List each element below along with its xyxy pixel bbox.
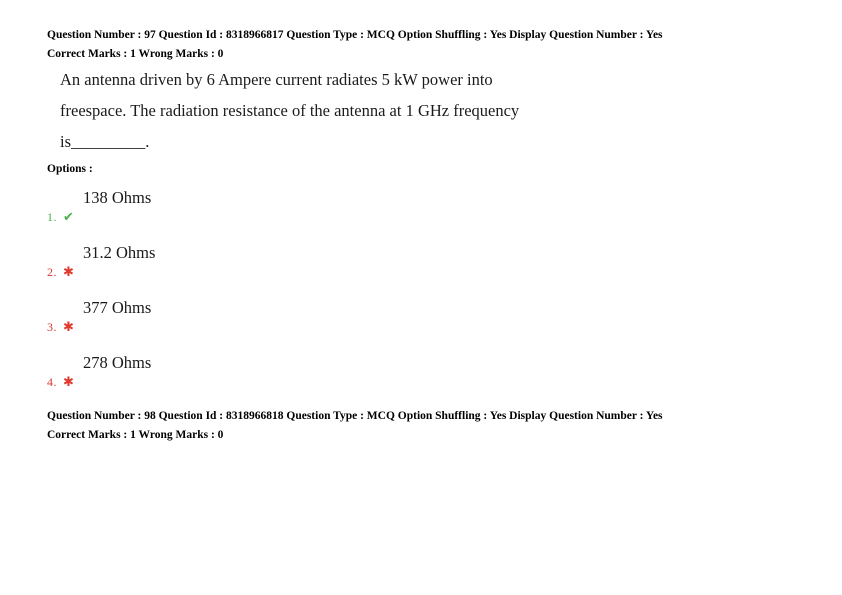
question-97-header-line-1: Question Number : 97 Question Id : 8318966817 Question Type : MCQ Option Shuffling : Yes Display Question Number : Yes <box>47 29 663 41</box>
cross-icon: ✱ <box>63 265 74 280</box>
question-97-header <box>47 26 802 64</box>
option-2 <box>47 242 802 281</box>
option-4-number: 4. <box>47 375 57 389</box>
question-97-header-line-2: Correct Marks : 1 Wrong Marks : 0 <box>47 48 224 60</box>
cross-icon: ✱ <box>63 375 74 390</box>
option-3-marker <box>47 319 802 336</box>
option-2-text: 31.2 Ohms <box>83 243 156 262</box>
option-2-marker <box>47 264 802 281</box>
option-1-marker <box>47 209 802 226</box>
option-1 <box>47 187 802 226</box>
option-1-text: 138 Ohms <box>83 188 152 207</box>
option-3-number: 3. <box>47 320 57 334</box>
check-icon: ✔ <box>63 210 74 225</box>
options-label: Options : <box>47 163 93 175</box>
question-line: freespace. The radiation resistance of the antenna at 1 GHz frequency <box>60 101 520 120</box>
question-98-header-line-2: Correct Marks : 1 Wrong Marks : 0 <box>47 429 224 441</box>
question-97-text <box>60 64 802 157</box>
option-4 <box>47 352 802 391</box>
option-2-number: 2. <box>47 265 57 279</box>
question-98-header-line-1: Question Number : 98 Question Id : 8318966818 Question Type : MCQ Option Shuffling : Yes Display Question Number : Yes <box>47 410 663 422</box>
option-1-number: 1. <box>47 210 57 224</box>
question-line: An antenna driven by 6 Ampere current radiates 5 kW power into <box>60 70 493 89</box>
question-line: is_________. <box>60 132 150 151</box>
option-4-text: 278 Ohms <box>83 353 152 372</box>
question-98-header <box>47 407 802 445</box>
option-4-marker <box>47 374 802 391</box>
cross-icon: ✱ <box>63 320 74 335</box>
option-3-text: 377 Ohms <box>83 298 152 317</box>
option-3 <box>47 297 802 336</box>
